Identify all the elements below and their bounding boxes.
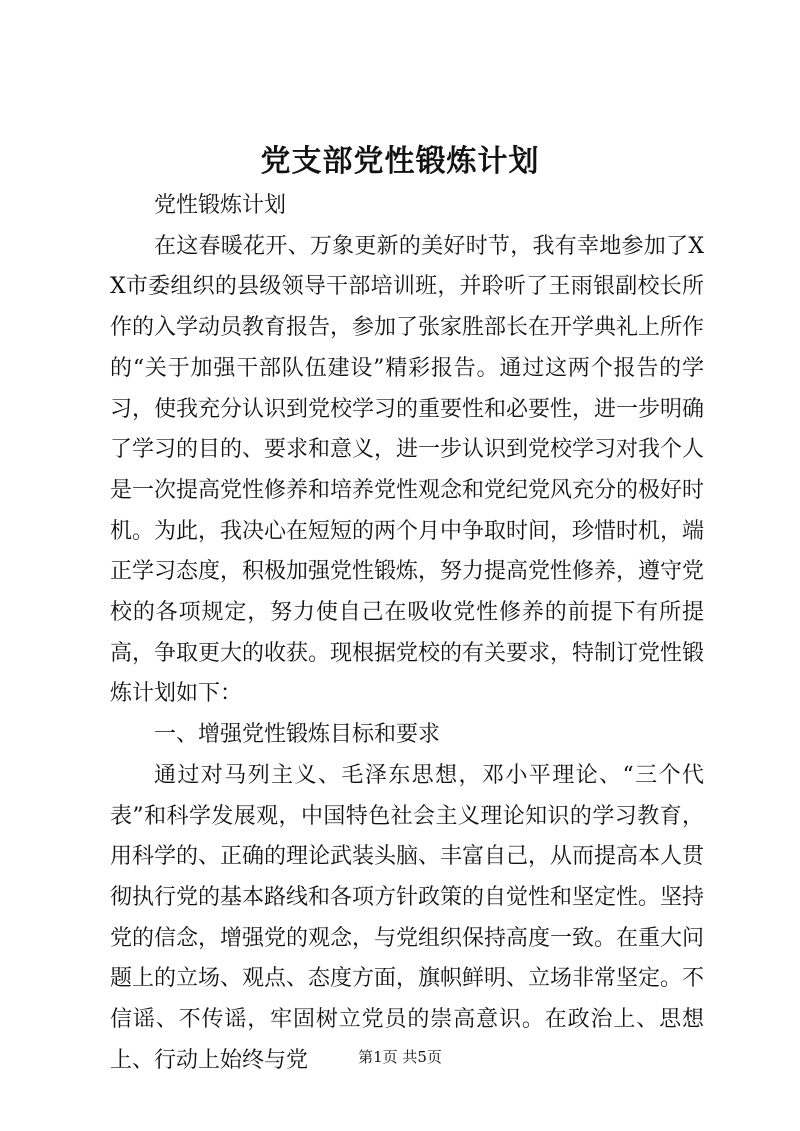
- section-heading: 一、增强党性锻炼目标和要求: [154, 722, 441, 748]
- page-footer: 第1页 共5页: [358, 1048, 442, 1066]
- intro-paragraph: 在这春暖花开、万象更新的美好时节，我有幸地参加了XX市委组织的县级领导干部培训班，并聆听了王雨银副校长所作的入学动员教育报告，参加了张家胜部长在开学典礼上所作的“关于加强干部队伍建设”精彩报告。通过这两个报告的学习，使我充分认识到党校学习的重要性和必要性，进一步明确了学习的目的、要求和意义，进一步认识到党校学习对我个人是一次提高党性修养和培养党性观念和党纪党风充分的极好时机。为此，我决心在短短的两个月中争取时间，珍惜时机，端正学习态度，积极加强党性锻炼，努力提高党性修养，遵守党校的各项规定，努力使自己在吸收党性修养的前提下有所提高，争取更大的收获。现根据党校的有关要求，特制订党性锻炼计划如下：: [110, 233, 705, 707]
- document-title: 党支部党性锻炼计划: [260, 144, 540, 179]
- section-paragraph: 通过对马列主义、毛泽东思想，邓小平理论、“三个代表”和科学发展观，中国特色社会主义理论知识的学习教育，用科学的、正确的理论武装头脑、丰富自己，从而提高本人贯彻执行党的基本路线和各项方针政策的自觉性和坚定性。坚持党的信念，增强党的观念，与党组织保持高度一致。在重大问题上的立场、观点、态度方面，旗帜鲜明、立场非常坚定。不信谣、不传谣，牢固树立党员的崇高意识。在政治上、思想上、行动上始终与党: [110, 762, 705, 1073]
- document-body: [110, 186, 704, 1081]
- subtitle-paragraph: 党性锻炼计划: [154, 193, 287, 218]
